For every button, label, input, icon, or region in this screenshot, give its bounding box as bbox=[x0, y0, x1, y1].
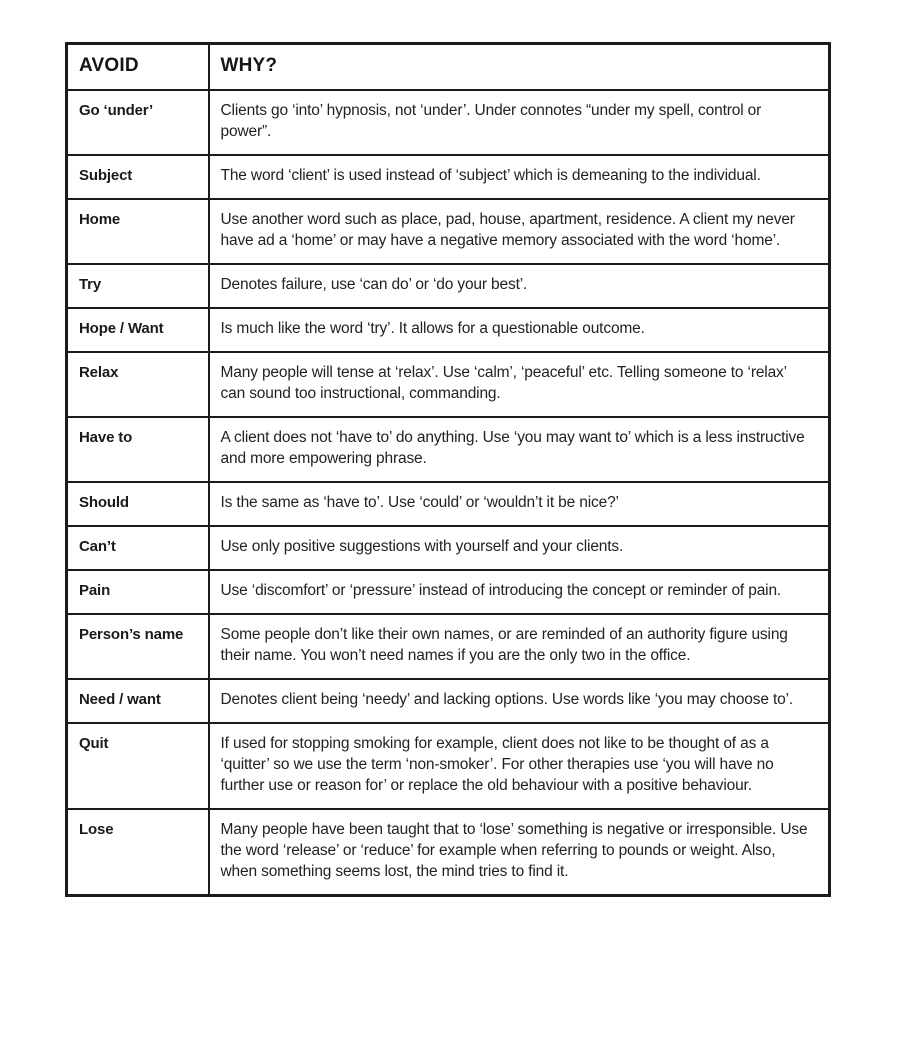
why-explanation: If used for stopping smoking for example, client does not like to be thought of as a ‘quitter’ so we use the term ‘non-smoker’. For other therapies use ‘you will have no further use or reason for’ or replace the old behaviour with a positive behaviour. bbox=[209, 723, 830, 809]
avoid-term: Go ‘under’ bbox=[67, 90, 209, 155]
why-column-header: WHY? bbox=[209, 44, 830, 91]
why-explanation: Use another word such as place, pad, house, apartment, residence. A client my never have ad a ‘home’ or may have a negative memory associated with the word ‘home’. bbox=[209, 199, 830, 264]
why-explanation: The word ‘client’ is used instead of ‘subject’ which is demeaning to the individual. bbox=[209, 155, 830, 199]
table-row bbox=[67, 482, 830, 526]
table-row bbox=[67, 90, 830, 155]
avoid-term: Quit bbox=[67, 723, 209, 809]
table-row bbox=[67, 308, 830, 352]
avoid-term: Can’t bbox=[67, 526, 209, 570]
avoid-term: Try bbox=[67, 264, 209, 308]
avoid-term: Need / want bbox=[67, 679, 209, 723]
avoid-term: Hope / Want bbox=[67, 308, 209, 352]
avoid-column-header: AVOID bbox=[67, 44, 209, 91]
avoid-term: Relax bbox=[67, 352, 209, 417]
avoid-term: Pain bbox=[67, 570, 209, 614]
table-row bbox=[67, 264, 830, 308]
table-row bbox=[67, 570, 830, 614]
why-explanation: Many people have been taught that to ‘lose’ something is negative or irresponsible. Use the word ‘release’ or ‘reduce’ for example when referring to pounds or weight. Also, when something seems lost, the mind tries to find it. bbox=[209, 809, 830, 896]
table-row bbox=[67, 417, 830, 482]
avoid-term: Person’s name bbox=[67, 614, 209, 679]
why-explanation: Many people will tense at ‘relax’. Use ‘calm’, ‘peaceful’ etc. Telling someone to ‘relax’ can sound too instructional, commanding. bbox=[209, 352, 830, 417]
table-row bbox=[67, 809, 830, 896]
table-row bbox=[67, 199, 830, 264]
table-row bbox=[67, 723, 830, 809]
why-explanation: Denotes failure, use ‘can do’ or ‘do your best’. bbox=[209, 264, 830, 308]
avoid-term: Home bbox=[67, 199, 209, 264]
why-explanation: Some people don’t like their own names, or are reminded of an authority figure using their name. You won’t need names if you are the only two in the office. bbox=[209, 614, 830, 679]
table-row bbox=[67, 679, 830, 723]
avoid-term: Subject bbox=[67, 155, 209, 199]
why-explanation: Clients go ‘into’ hypnosis, not ‘under’. Under connotes “under my spell, control or power”. bbox=[209, 90, 830, 155]
table-row bbox=[67, 614, 830, 679]
why-explanation: Is much like the word ‘try’. It allows for a questionable outcome. bbox=[209, 308, 830, 352]
avoid-why-table bbox=[65, 42, 831, 897]
why-explanation: Is the same as ‘have to’. Use ‘could’ or ‘wouldn’t it be nice?’ bbox=[209, 482, 830, 526]
table-header-row bbox=[67, 44, 830, 91]
avoid-term: Should bbox=[67, 482, 209, 526]
table-row bbox=[67, 526, 830, 570]
table-row bbox=[67, 352, 830, 417]
why-explanation: Use only positive suggestions with yourself and your clients. bbox=[209, 526, 830, 570]
why-explanation: Use ‘discomfort’ or ‘pressure’ instead of introducing the concept or reminder of pain. bbox=[209, 570, 830, 614]
why-explanation: A client does not ‘have to’ do anything. Use ‘you may want to’ which is a less instructive and more empowering phrase. bbox=[209, 417, 830, 482]
why-explanation: Denotes client being ‘needy’ and lacking options. Use words like ‘you may choose to’. bbox=[209, 679, 830, 723]
avoid-term: Lose bbox=[67, 809, 209, 896]
avoid-term: Have to bbox=[67, 417, 209, 482]
table-row bbox=[67, 155, 830, 199]
